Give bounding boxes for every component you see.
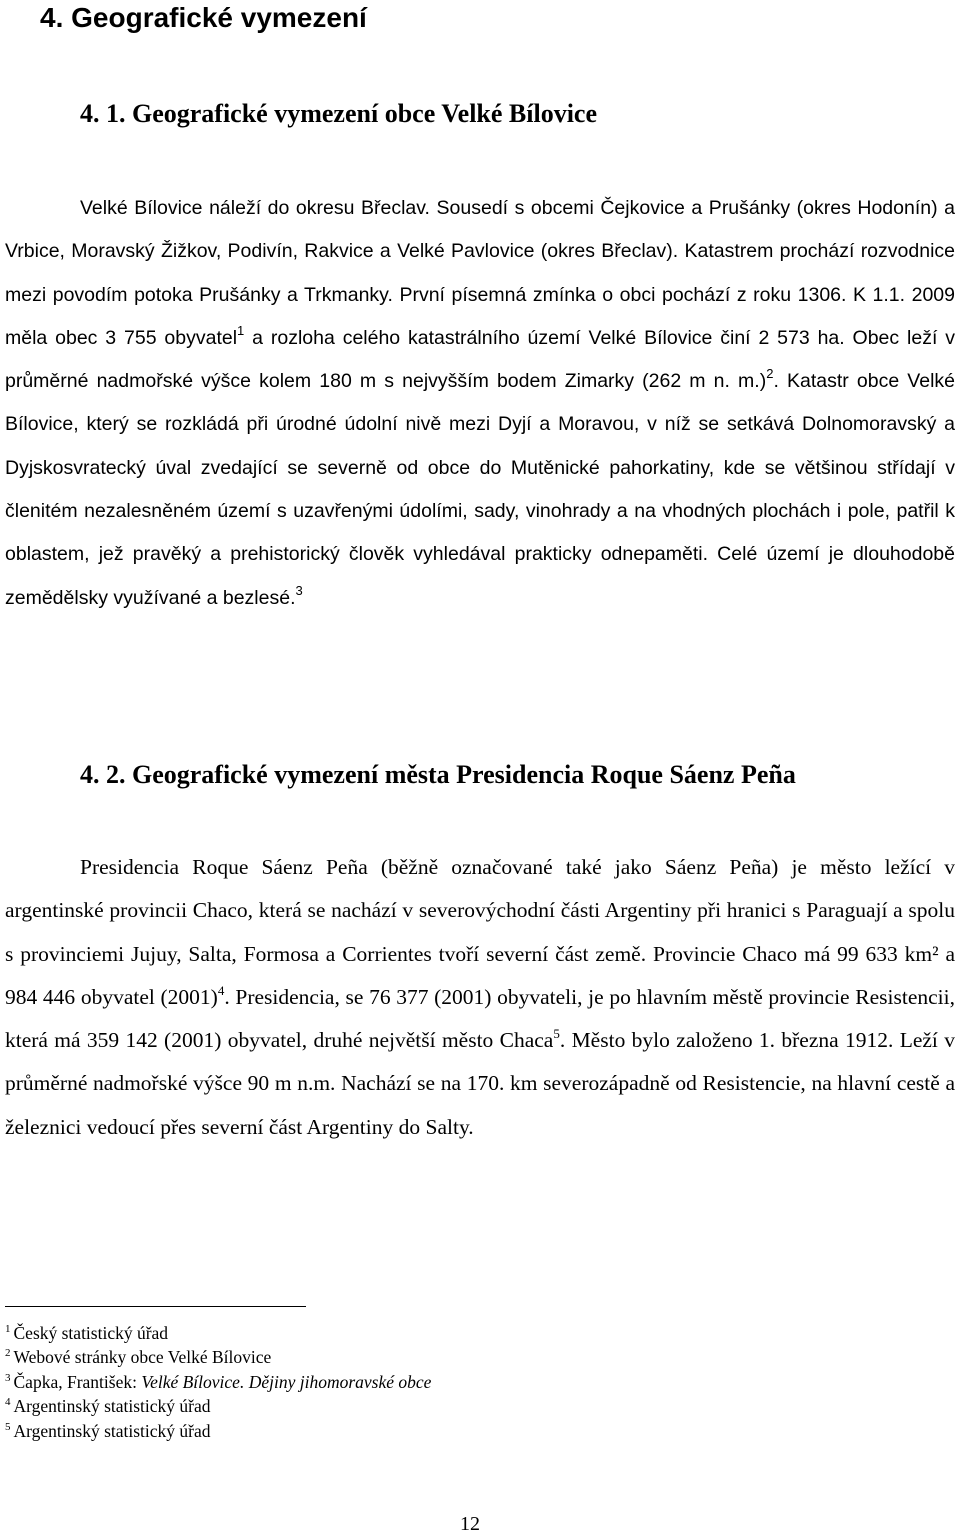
footnote-text: Argentinský statistický úřad: [13, 1420, 211, 1441]
section-heading-velke-bilovice: 4. 1. Geografické vymezení obce Velké Bílovice: [80, 99, 598, 128]
footnote-item: [5, 1394, 431, 1418]
paragraph-text: . Katastr obce Velké Bílovice, který se rozkládá při úrodné údolní nivě mezi Dyjí a Moravou, v níž se setkává Dolnomoravský a Dyjskosvratecký úval zvedající se severně od obce do Mutěnické pahorkatiny, kde se většinou střídají v členitém nezalesněném území s uzavřenými údolími, sady, vinohrady a na vhodných plochách i pole, patřil k oblastem, jež pravěký a prehistorický člověk vyhledával prakticky odnepaměti. Celé území je dlouhodobě zemědělsky využívané a bezlesé.: [5, 370, 955, 609]
paragraph-text: Presidencia Roque Sáenz Peña (běžně označované také jako Sáenz Peña) je město ležící v argentinské provincii Chaco, která se nachází v severovýchodní části Argentiny při hranici s Paraguají a spolu s provinciemi Jujuy, Salta, Formosa a Corrientes tvoří severní část země. Provincie Chaco má 99 633 km² a 984 446 obyvatel (2001): [5, 855, 955, 1009]
footnote-text: Čapka, František:: [13, 1371, 142, 1392]
paragraph-text: a rozloha celého katastrálního území Velké Bílovice činí 2 573 ha. Obec leží v průměrné nadmořské výšce kolem 180 m s nejvyšším bodem Zimarky (262 m n. m.): [5, 326, 955, 393]
footnote-number: 1: [5, 1323, 11, 1335]
footnote-ref-2[interactable]: 2: [766, 366, 774, 382]
footnote-text: Webové stránky obce Velké Bílovice: [13, 1347, 272, 1368]
footnote-book-title: Velké Bílovice. Dějiny jihomoravské obce: [141, 1371, 432, 1392]
section-heading-saenz-pena: 4. 2. Geografické vymezení města Presidencia Roque Sáenz Peña: [80, 760, 796, 789]
footnote-list: [5, 1321, 431, 1443]
footnote-item: [5, 1419, 431, 1443]
footnote-ref-5[interactable]: 5: [553, 1026, 560, 1042]
chapter-heading: 4. Geografické vymezení: [40, 2, 367, 33]
paragraph-text: Velké Bílovice náleží do okresu Břeclav. Sousedí s obcemi Čejkovice a Prušánky (okres Hodonín) a Vrbice, Moravský Žižkov, Podivín, Rakvice a Velké Pavlovice (okres Břeclav). Katastrem prochází rozvodnice mezi povodím potoka Prušánky a Trkmanky. První písemná zmínka o obci pochází z roku 1306. K 1.1. 2009 měla obec 3 755 obyvatel: [5, 197, 955, 349]
footnote-text: Český statistický úřad: [13, 1323, 169, 1343]
footnote-item: [5, 1345, 431, 1369]
paragraph-velke-bilovice: [5, 187, 955, 620]
paragraph-text: . Presidencia, se 76 377 (2001) obyvateli, je po hlavním městě provincie Resistencii, která má 359 142 (2001) obyvatel, druhé největší město Chaca: [5, 984, 955, 1053]
paragraph-text: . Město bylo založeno 1. března 1912. Leží v průměrné nadmořské výšce 90 m n.m. Nachází se na 170. km severozápadně od Resistencie, na hlavní cestě a železnici vedoucí přes severní část Argentiny do Salty.: [5, 1028, 955, 1139]
footnote-text: Argentinský statistický úřad: [13, 1396, 211, 1417]
footnote-ref-4[interactable]: 4: [217, 982, 225, 998]
footnote-number: 2: [5, 1347, 11, 1360]
footnote-number: 5: [5, 1420, 11, 1433]
footnote-item: [5, 1321, 431, 1345]
page-number: 12: [460, 1513, 480, 1535]
footnote-ref-1[interactable]: 1: [237, 322, 245, 338]
paragraph-saenz-pena: [5, 846, 955, 1149]
footnote-number: 3: [5, 1371, 11, 1384]
footnote-separator: [5, 1306, 306, 1307]
footnote-number: 4: [5, 1396, 11, 1409]
footnote-ref-3[interactable]: 3: [295, 582, 303, 598]
footnote-item: [5, 1370, 431, 1394]
